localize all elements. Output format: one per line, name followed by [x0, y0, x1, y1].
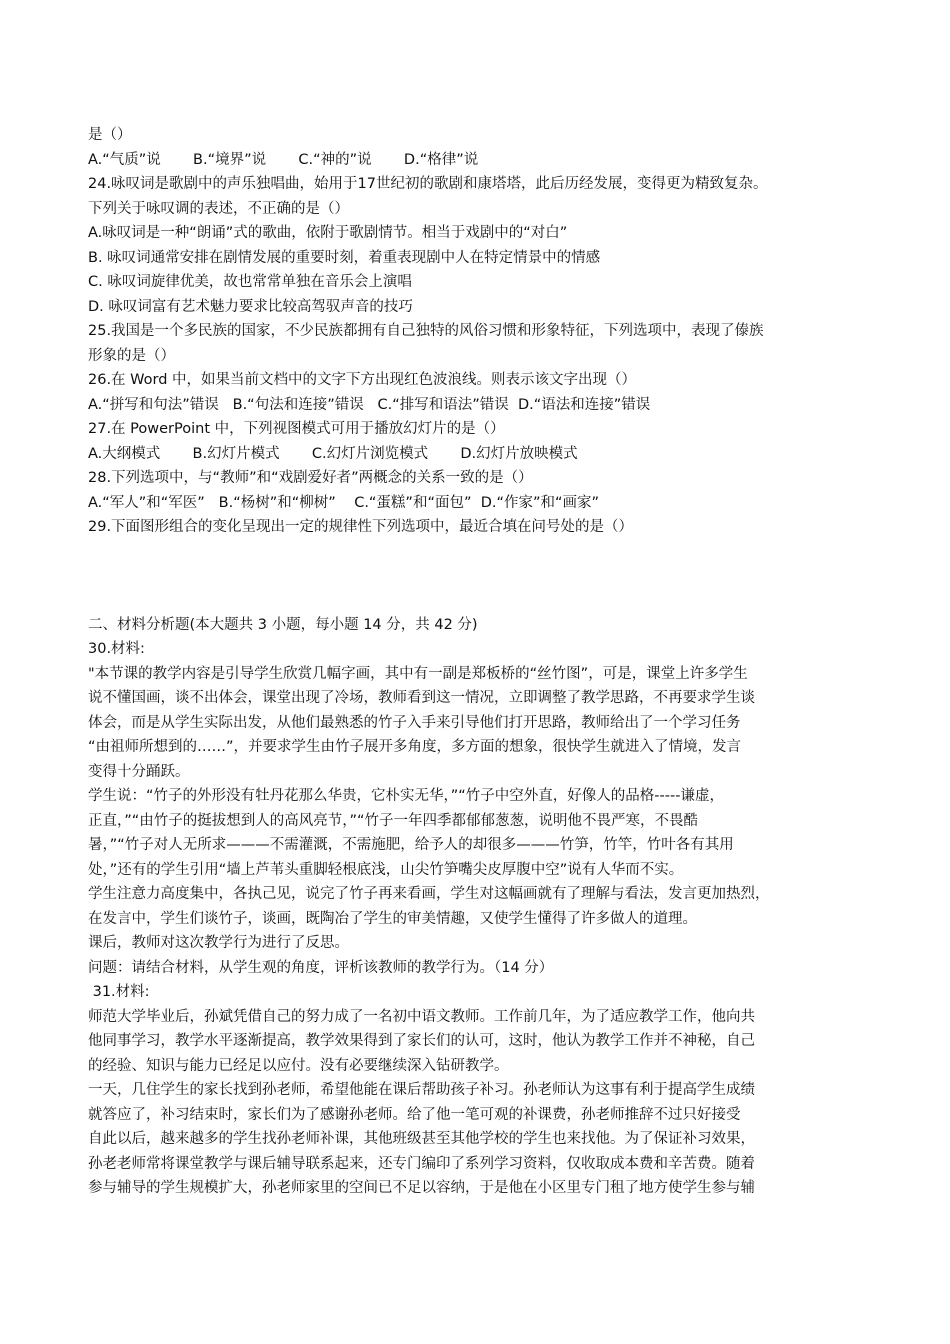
text-line: 课后，教师对这次教学行为进行了反思。: [88, 935, 349, 951]
text-line: 他同事学习，教学水平逐渐提高，教学效果得到了家长们的认可，这时，他认为教学工作并不神秘，自己: [88, 1033, 755, 1049]
text-line: 是（）: [88, 127, 132, 143]
text-line: 学生说：“竹子的外形没有牡丹花那么华贵，它朴实无华，”“竹子中空外直，好像人的品格-----谦虚，: [88, 788, 724, 804]
text-line: 在发言中，学生们谈竹子，谈画，既陶冶了学生的审美情趣，又使学生懂得了许多做人的道理。: [88, 910, 697, 927]
text-line: A.大纲模式 B.幻灯片模式 C.幻灯片浏览模式 D.幻灯片放映模式: [88, 445, 578, 462]
text-line: 25.我国是一个多民族的国家，不少民族都拥有自己独特的风俗习惯和形象特征，下列选项中，表现了傣族: [88, 323, 764, 339]
text-line: 30.材料:: [88, 641, 145, 657]
text-line: 就答应了，补习结束时，家长们为了感谢孙老师。给了他一笔可观的补课费，孙老师推辞不过只好接受: [88, 1106, 741, 1123]
text-line: A.“气质”说 B.“境界”说 C.“神的”说 D.“格律”说: [88, 151, 479, 168]
text-line: B. 咏叹词通常安排在剧情发展的重要时刻，着重表现剧中人在特定情景中的情感: [88, 249, 601, 266]
text-line: A.“军人”和“军医” B.“杨树”和“柳树” C.“蛋糕”和“面包” D.“作家”和“画家”: [88, 494, 600, 511]
text-line: A.“拼写和句法”错误 B.“句法和连接”错误 C.“排写和语法”错误 D.“语法和连接”错误: [88, 396, 651, 413]
text-line: 问题：请结合材料，从学生观的角度，评析该教师的教学行为。（14 分）: [88, 959, 554, 976]
text-line: 暑，”“竹子对人无所求———不需灌溉，不需施肥，给予人的却很多———竹笋，竹竿，竹叶各有其用: [88, 837, 734, 853]
question-section-multiple-choice: [88, 123, 900, 540]
text-line: 26.在 Word 中，如果当前文档中的文字下方出现红色波浪线。则表示该文字出现（）: [88, 372, 637, 388]
question-section-material-analysis: [88, 613, 900, 1201]
text-line: 孙老老师常将课堂教学与课后辅导联系起来，还专门编印了系列学习资料，仅收取成本费和辛苦费。随着: [88, 1155, 755, 1172]
text-line: 一天，几住学生的家长找到孙老师，希望他能在课后帮助孩子补习。孙老师认为这事有利于提高学生成绩: [88, 1082, 755, 1098]
text-line: 31.材料:: [88, 984, 150, 1000]
text-line: 变得十分踊跃。: [88, 763, 190, 780]
text-line: A.咏叹词是一种“朗诵”式的歌曲，依附于歌剧情节。相当于戏剧中的“对白”: [88, 225, 568, 241]
text-line: 的经验、知识与能力已经足以应付。没有必要继续深入钻研教学。: [88, 1057, 509, 1074]
text-line: 参与辅导的学生规模扩大，孙老师家里的空间已不足以容纳，于是他在小区里专门租了地方使学生参与辅: [88, 1180, 755, 1196]
text-line: 28.下列选项中，与“教师”和“戏剧爱好者”两概念的关系一致的是（）: [88, 470, 533, 486]
text-line: 学生注意力高度集中，各执己见，说完了竹子再来看画，学生对这幅画就有了理解与看法，发言更加热烈，: [88, 886, 770, 902]
text-line: 24.咏叹词是歌剧中的声乐独唱曲，始用于17世纪初的歌剧和康塔塔，此后历经发展，变得更为精致复杂。: [88, 176, 768, 192]
text-line: 27.在 PowerPoint 中，下列视图模式可用于播放幻灯片的是（）: [88, 421, 505, 437]
text-line: 自此以后，越来越多的学生找孙老师补课，其他班级甚至其他学校的学生也来找他。为了保证补习效果，: [88, 1131, 755, 1147]
text-line: 29.下面图形组合的变化呈现出一定的规律性下列选项中，最近合填在问号处的是（）: [88, 519, 634, 535]
text-line: D. 咏叹词富有艺术魅力要求比较高驾驭声音的技巧: [88, 298, 413, 315]
text-line: 正直，”“由竹子的挺拔想到人的高风亮节，”“竹子一年四季都郁郁葱葱，说明他不畏严寒，不畏酷: [88, 812, 699, 829]
text-line: 形象的是（）: [88, 347, 175, 364]
missing-figure-space: [88, 540, 900, 613]
text-line: 二、材料分析题(本大题共 3 小题，每小题 14 分，共 42 分): [88, 616, 478, 633]
text-line: 处，”还有的学生引用“墙上芦苇头重脚轻根底浅，山尖竹笋嘴尖皮厚腹中空”说有人华而不实。: [88, 861, 684, 878]
text-line: 说不懂国画，谈不出体会，课堂出现了冷场，教师看到这一情况，立即调整了教学思路，不再要求学生谈: [88, 690, 755, 706]
text-line: 体会，而是从学生实际出发，从他们最熟悉的竹子入手来引导他们打开思路，教师给出了一个学习任务: [88, 714, 741, 731]
text-line: 下列关于咏叹调的表述，不正确的是（）: [88, 200, 349, 217]
text-line: "本节课的教学内容是引导学生欣赏几幅字画，其中有一副是郑板桥的“丝竹图”，可是，课堂上许多学生: [88, 665, 748, 682]
text-line: C. 咏叹词旋律优美，故也常常单独在音乐会上演唱: [88, 274, 412, 290]
text-line: 师范大学毕业后，孙斌凭借自己的努力成了一名初中语文教师。工作前几年，为了适应教学工作，他向共: [88, 1008, 755, 1025]
text-line: “由祖师所想到的……”，并要求学生由竹子展开多角度，多方面的想象，很快学生就进入了情境，发言: [88, 739, 742, 755]
